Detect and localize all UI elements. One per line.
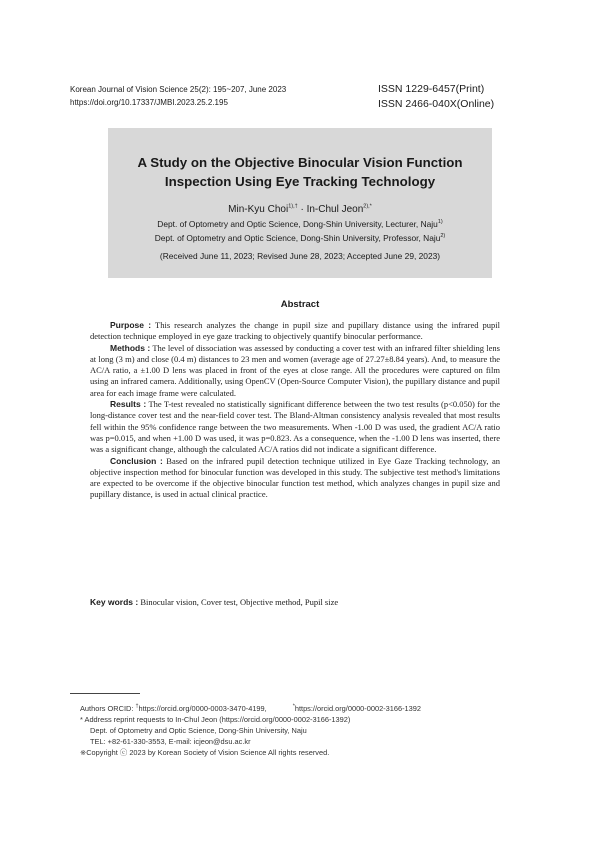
abstract-purpose [90, 320, 500, 343]
orcid-prefix: Authors ORCID: [80, 704, 136, 713]
author-separator: · [297, 204, 307, 215]
orcid-link-1[interactable]: https://orcid.org/0000-0003-3470-4199, [138, 704, 267, 713]
author-line [108, 203, 492, 217]
conclusion-label: Conclusion : [110, 455, 163, 466]
abstract-results [90, 399, 500, 455]
keywords [90, 597, 510, 607]
author-2-marker: 2),* [363, 203, 372, 210]
journal-citation: Korean Journal of Vision Science 25(2): 195~207, June 2023 [70, 85, 287, 94]
orcid-link-2[interactable]: https://orcid.org/0000-0002-3166-1392 [294, 704, 421, 713]
title-line-2: Inspection Using Eye Tracking Technology [164, 174, 436, 189]
abstract-conclusion [90, 456, 500, 501]
title-box [108, 128, 492, 278]
orcid-2-marker: * [292, 703, 295, 710]
author-2: In-Chul Jeon [306, 204, 364, 215]
conclusion-text: Based on the infrared pupil detection technique utilized in Eye Gaze Tracking technology, an objective inspection method for binocular function was developed in this study. The subjective test method's limitations are expected to be overcome if the objective binocular function test method, which analyzes changes in pupil size and pupillary distance, is used in actual clinical practice. [90, 455, 500, 500]
correspondence-dept: Dept. of Optometry and Optic Science, Dong-Shin University, Naju [90, 726, 307, 735]
title-line-1: A Study on the Objective Binocular Vision Function [137, 155, 463, 170]
paper-title [108, 153, 492, 191]
doi-link[interactable]: https://doi.org/10.17337/JMBI.2023.25.2.195 [70, 98, 228, 107]
footer-divider [70, 693, 140, 694]
results-text: The T-test revealed no statistically significant difference between the two test results (p<0.050) for the long-distance cover test and the near-field cover test. The Bland-Altman consistency analysis revealed that most results fell within the 95% confidence range between the two measurements. When -1.00 D was used, the gradient AC/A ratio was p=0.015, and when +1.00 D was used, it was p=0.823. As a consequence, when the -1.00 D lens was inserted, there was a significant change, although the calculated AC/A ratios did not indicate a significant difference. [90, 399, 500, 455]
affiliation-1-marker: 1) [437, 219, 443, 226]
orcid-1-marker: † [135, 703, 139, 710]
received-dates: (Received June 11, 2023; Revised June 28, 2023; Accepted June 29, 2023) [159, 251, 441, 261]
keywords-label: Key words : [90, 597, 139, 607]
keywords-text: Binocular vision, Cover test, Objective method, Pupil size [138, 597, 339, 607]
issn-online: ISSN 2466-040X(Online) [378, 98, 495, 110]
correspondence-contact: TEL: +82-61-330-3553, E-mail: icjeon@dsu.ac.kr [90, 737, 251, 746]
reprint-request: * Address reprint requests to In-Chul Jeon (https://orcid.org/0000-0002-3166-1392) [80, 715, 351, 724]
results-label: Results : [110, 399, 147, 410]
issn-block [378, 82, 494, 112]
author-1: Min-Kyu Choi [228, 204, 289, 215]
footer-notes [80, 703, 421, 758]
affiliation-2-text: Dept. of Optometry and Optic Science, Dong-Shin University, Professor, Naju [154, 233, 441, 243]
author-1-marker: 1),† [288, 203, 298, 210]
affiliation-2 [108, 231, 492, 245]
abstract-body [90, 320, 500, 501]
affiliation-2-marker: 2) [440, 233, 446, 240]
affiliation-1-text: Dept. of Optometry and Optic Science, Dong-Shin University, Lecturer, Naju [157, 219, 438, 229]
issn-print: ISSN 1229-6457(Print) [378, 83, 485, 95]
purpose-label: Purpose : [110, 320, 152, 330]
journal-info [70, 83, 286, 109]
abstract-heading: Abstract [280, 299, 320, 310]
methods-label: Methods : [110, 342, 151, 353]
abstract-methods [90, 343, 500, 399]
copyright: ※Copyright ⓒ 2023 by Korean Society of Vision Science All rights reserved. [80, 748, 330, 757]
methods-text: The level of dissociation was assessed by conducting a cover test with an infrared filter shielding lens at long (3 m) and close (0.4 m) distances to 23 men and women (average age of 27.27±8.84 years). And, to measure the AC/A ratio, a ±1.00 D lens was placed in front of the eyes at close range. All the procedures were captured on film using an infrared camera. Additionally, using OpenCV (Open-Source Computer Vision), the pupillary distance and pupil area for each image frame were calculated. [90, 342, 500, 398]
purpose-text: This research analyzes the change in pupil size and pupillary distance using the infrared pupil detection technique employed in eye gaze tracking to objectively quantify binocular performance. [90, 320, 501, 342]
affiliation-1 [108, 217, 492, 231]
orcid-line [80, 703, 421, 714]
